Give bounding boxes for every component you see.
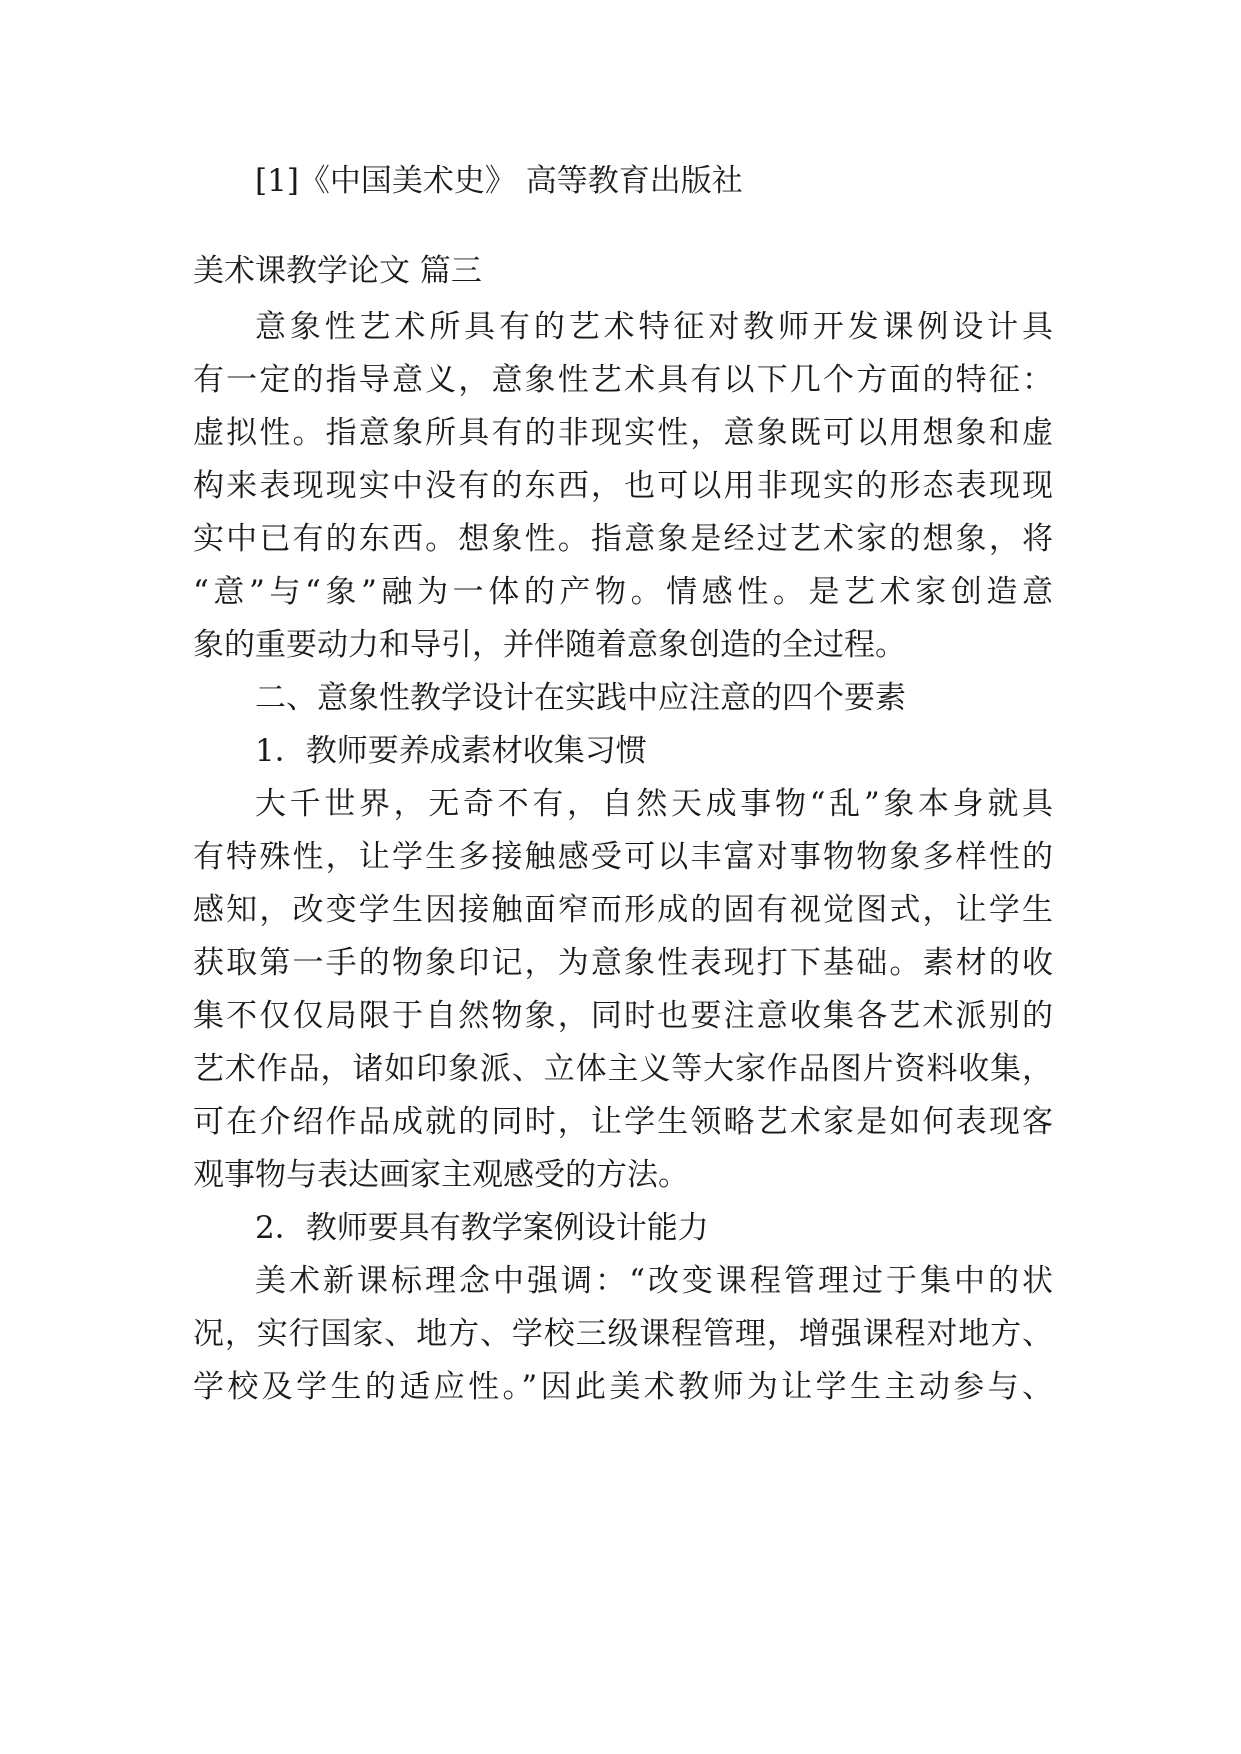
subheading: 二、意象性教学设计在实践中应注意的四个要素 xyxy=(255,680,906,716)
paragraph-line: “意”与“象”融为一体的产物。情感性。是艺术家创造意 xyxy=(193,574,1053,610)
paragraph-line: 虚拟性。指意象所具有的非现实性，意象既可以用想象和虚 xyxy=(193,415,1053,451)
paragraph-line: 观事物与表达画家主观感受的方法。 xyxy=(193,1157,689,1193)
paragraph-line: 况，实行国家、地方、学校三级课程管理，增强课程对地方、 xyxy=(193,1316,1053,1352)
paragraph-line: 获取第一手的物象印记，为意象性表现打下基础。素材的收 xyxy=(193,945,1053,981)
paragraph-line: 艺术作品，诸如印象派、立体主义等大家作品图片资料收集， xyxy=(193,1051,1053,1087)
paragraph-line: 意象性艺术所具有的艺术特征对教师开发课例设计具 xyxy=(255,309,1053,345)
paragraph-line: 有特殊性，让学生多接触感受可以丰富对事物物象多样性的 xyxy=(193,839,1053,875)
subheading: 1．教师要养成素材收集习惯 xyxy=(255,733,647,769)
paragraph-line: 可在介绍作品成就的同时，让学生领略艺术家是如何表现客 xyxy=(193,1104,1053,1140)
paragraph-line: 集不仅仅局限于自然物象，同时也要注意收集各艺术派别的 xyxy=(193,998,1053,1034)
section-title: 美术课教学论文 篇三 xyxy=(193,253,482,289)
paragraph-line: 大千世界，无奇不有，自然天成事物“乱”象本身就具 xyxy=(255,786,1053,822)
paragraph-line: 构来表现现实中没有的东西，也可以用非现实的形态表现现 xyxy=(193,468,1053,504)
paragraph-line: 感知，改变学生因接触面窄而形成的固有视觉图式，让学生 xyxy=(193,892,1053,928)
paragraph-line: 学校及学生的适应性。”因此美术教师为让学生主动参与、 xyxy=(193,1369,1053,1405)
subheading: 2．教师要具有教学案例设计能力 xyxy=(255,1210,709,1246)
paragraph-line: 实中已有的东西。想象性。指意象是经过艺术家的想象，将 xyxy=(193,521,1053,557)
paragraph-line: 有一定的指导意义，意象性艺术具有以下几个方面的特征： xyxy=(193,362,1053,398)
paragraph-line: 象的重要动力和导引，并伴随着意象创造的全过程。 xyxy=(193,627,906,663)
paragraph-line: 美术新课标理念中强调：“改变课程管理过于集中的状 xyxy=(255,1263,1053,1299)
reference-line: [1]《中国美术史》 高等教育出版社 xyxy=(255,163,743,199)
